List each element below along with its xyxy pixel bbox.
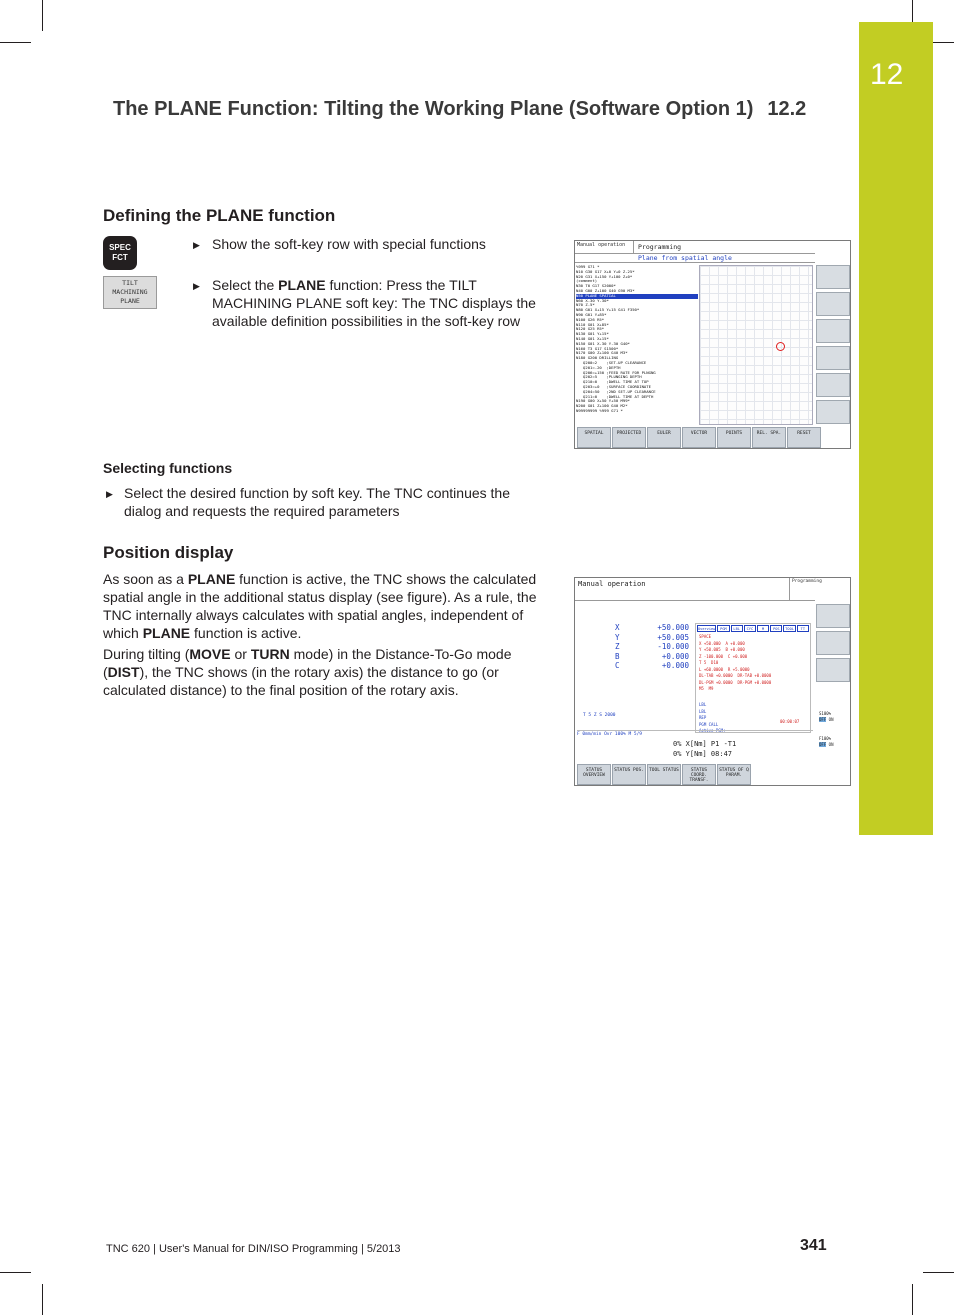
status-row: X +50.000 A +0.000	[699, 640, 745, 646]
program-line: N170 G00 Z+100 G40 M3*	[576, 350, 628, 356]
status-row: SPACE	[699, 634, 712, 639]
label-row: LBL	[699, 702, 707, 707]
axis-label: X	[615, 623, 620, 632]
label-row: REP	[699, 715, 707, 720]
program-line: %999 G71 *	[576, 264, 600, 269]
side-softkey	[816, 346, 850, 370]
axis-row	[615, 661, 689, 671]
chapter-number: 12	[870, 58, 904, 91]
crop-mark	[0, 42, 31, 43]
graphic-preview	[699, 265, 813, 425]
axis-row	[615, 623, 689, 633]
axis-label: C	[615, 661, 620, 670]
status-values	[699, 634, 771, 693]
programming-label: Programming	[792, 579, 822, 584]
bullet-arrow-icon: ▶	[193, 240, 200, 250]
status-row: DL-TAB +0.0000 DR-TAB +0.0000	[699, 673, 772, 678]
program-line: Q203=+0 ;SURFACE COORDINATE	[576, 383, 651, 389]
softkey: STATUS COORD. TRANSF.	[682, 764, 716, 785]
bullet-arrow-icon: ▶	[106, 489, 113, 499]
axis-value: +0.000	[661, 651, 689, 661]
program-line: N30 T0 G17 S2000*	[576, 283, 616, 289]
softkey: SPATIAL	[577, 427, 611, 448]
program-line: N100 G26 R5*	[576, 316, 605, 322]
status-tab: Overview	[698, 627, 716, 631]
axis-value: +50.000	[657, 623, 689, 632]
program-line: N180 G200 DRILLING	[576, 355, 619, 361]
program-line: Q210=0 ;DWELL TIME AT TOP	[576, 379, 649, 385]
softkey: PROJECTED	[612, 427, 646, 448]
softkey: TOOL STATUS	[647, 764, 681, 785]
program-line: N20 G31 X+150 Y+100 Z+0*	[576, 273, 633, 279]
program-line: N40 G00 Z+100 G40 G90 M3*	[576, 287, 635, 293]
program-line: N10 G30 G17 X+0 Y+0 Z-25*	[576, 268, 635, 274]
feed-line: F 0mm/min Ovr 100% M 5/9	[577, 730, 813, 737]
bullet-arrow-icon: ▶	[193, 281, 200, 291]
program-line: N150 G01 X-30 Y-30 G40*	[576, 340, 630, 346]
axis-label: Y	[615, 632, 620, 642]
program-line: N80 G01 X+15 Y+15 G41 F350*	[576, 307, 640, 313]
mode-label: Manual operation	[577, 242, 626, 248]
running-header	[113, 98, 806, 121]
chapter-tab	[859, 22, 933, 835]
status-tab: PGM	[717, 625, 729, 632]
program-line: N60 X-30 Y-30*	[576, 297, 609, 303]
label-row: LBL	[699, 708, 707, 714]
spec-fct-key	[103, 236, 137, 270]
axis-row	[615, 633, 689, 643]
status-tab: TOOL	[785, 627, 794, 631]
load-line-1: 0% X[Nm] P1 -T1	[673, 740, 737, 748]
divider	[575, 600, 815, 601]
softkey: RESET	[787, 427, 821, 448]
status-row: M5 M9	[699, 686, 714, 691]
tool-line: T 5 Z S 2000	[583, 713, 616, 718]
axis-value: +0.000	[661, 661, 689, 670]
side-softkey	[816, 292, 850, 316]
axis-label: B	[615, 651, 620, 661]
step-select-function: Select the desired function by soft key. The TNC continues the dialog and requests the required parameters	[124, 485, 510, 519]
step-show-softkey: Show the soft-key row with special functions	[212, 236, 486, 252]
program-line: N70 Z-5*	[576, 302, 595, 308]
status-tab-bar	[697, 625, 809, 632]
axis-row	[615, 652, 689, 662]
program-line: Q202=5 ;PLUNGING DEPTH	[576, 374, 642, 380]
divider	[575, 262, 815, 263]
page-number: 341	[800, 1237, 827, 1254]
program-line: Q206=+150 ;FEED RATE FOR PLNGNG	[576, 369, 656, 375]
program-line: N50 PLANE SPATIAL	[576, 294, 698, 299]
run-timer: 00:00:07	[780, 719, 800, 724]
crop-mark	[912, 1284, 913, 1315]
spindle-override: S100% OFF ON	[819, 711, 834, 722]
side-softkey	[816, 319, 850, 343]
subsection-heading-selecting: Selecting functions	[103, 460, 233, 476]
program-line: Q211=0 ;DWELL TIME AT DEPTH	[576, 393, 654, 399]
section-heading-defining: Defining the PLANE function	[103, 206, 336, 225]
status-row: DL-PGM +0.0000 DR-PGM +0.0000	[699, 679, 772, 685]
axis-row	[615, 642, 689, 652]
program-line: N99999999 %999 G71 *	[576, 407, 623, 413]
program-line: N110 G01 X+85*	[576, 321, 609, 327]
status-row: L +60.0000 R +5.0000	[699, 666, 750, 672]
axis-value: +50.005	[657, 632, 689, 642]
side-softkey	[816, 631, 850, 655]
softkey-row	[575, 764, 850, 786]
status-tab: POS	[770, 625, 782, 632]
program-line: N190 G00 X+50 Y+50 M99*	[576, 398, 630, 404]
axis-label: Z	[615, 642, 620, 651]
label-row: PGM CALL	[699, 721, 719, 727]
screen-subtitle: Plane from spatial angle	[638, 254, 732, 262]
crop-mark	[923, 1272, 954, 1273]
softkey: STATUS OF Q PARAM.	[717, 764, 751, 785]
side-softkey	[816, 400, 850, 424]
program-line: (comment)	[576, 278, 598, 284]
header-section: 12.2	[767, 98, 807, 120]
additional-status-display	[695, 623, 811, 733]
program-line: Q200=2 ;SET-UP CLEARANCE	[576, 359, 647, 365]
side-softkey	[816, 604, 850, 628]
mode-label: Manual operation	[578, 580, 646, 588]
label-row: Active PGM:	[699, 728, 726, 733]
status-row: Y +50.005 B +0.000	[699, 647, 745, 652]
tnc-programming-screenshot	[574, 240, 851, 449]
side-softkey	[816, 373, 850, 397]
crop-mark	[42, 0, 43, 31]
position-paragraph-1: As soon as a PLANE function is active, the TNC shows the calculated spatial angle in the additional status display (see figure). As a rule, the TNC internally always calculates with spatial angles, independent of which PLANE function is active.	[103, 571, 537, 641]
position-paragraph-2: During tilting (MOVE or TURN mode) in the Distance-To-Go mode (DIST), the TNC shows (in the rotary axis) the distance to go (or calculated distance) to the final position of the rotary axis.	[103, 646, 512, 698]
status-tab: M	[757, 625, 769, 632]
softkey-row	[575, 427, 850, 449]
step-select-plane: Select the PLANE function: Press the TILT MACHINING PLANE soft key: The TNC displays the available definition possibilities in the soft-key row	[212, 277, 536, 329]
header-title: The PLANE Function: Tilting the Working Plane (Software Option 1)	[113, 98, 754, 120]
spec-key-label: FCT	[112, 253, 128, 262]
tilt-key-label: PLANE	[120, 297, 140, 305]
softkey: REL. SPA.	[752, 427, 786, 448]
tnc-status-screenshot	[574, 577, 851, 786]
softkey: STATUS OVERVIEW	[577, 764, 611, 785]
section-heading-position: Position display	[103, 543, 234, 562]
screen-title: Programming	[638, 243, 682, 251]
program-line: Q201=-20 ;DEPTH	[576, 364, 621, 370]
crop-mark	[0, 1272, 31, 1273]
softkey: POINTS	[717, 427, 751, 448]
program-line: N140 G01 X+15*	[576, 335, 609, 341]
tilt-key-label: MACHINING	[112, 288, 148, 296]
axis-value: -10.000	[657, 642, 689, 651]
status-tab: TT	[797, 625, 809, 632]
divider	[633, 241, 634, 253]
softkey: VECTOR	[682, 427, 716, 448]
spec-key-label: SPEC	[109, 243, 131, 252]
tilt-key-label: TILT	[122, 279, 138, 287]
status-row: Z -100.000 C +0.000	[699, 653, 748, 659]
status-row: T 5 D10	[699, 660, 719, 665]
mode-panel	[789, 578, 852, 600]
footer-text: TNC 620 | User's Manual for DIN/ISO Programming | 5/2013	[106, 1243, 401, 1255]
program-listing	[576, 265, 698, 414]
program-line: N130 G01 Y+15*	[576, 331, 609, 337]
tool-position-marker	[776, 342, 785, 351]
status-tab: CYC	[744, 625, 756, 632]
crop-mark	[42, 1284, 43, 1315]
softkey: EULER	[647, 427, 681, 448]
status-tab: LBL	[731, 625, 743, 632]
program-line: N120 G25 R5*	[576, 326, 605, 332]
side-softkey	[816, 658, 850, 682]
load-line-2: 0% Y[Nm] 08:47	[673, 750, 733, 758]
program-line: N200 G01 Z+100 G40 M2*	[576, 403, 628, 409]
side-softkey	[816, 265, 850, 289]
softkey: STATUS POS.	[612, 764, 646, 785]
axis-position-display	[615, 623, 689, 671]
feed-override: F100% OFF ON	[819, 736, 834, 747]
tilt-machining-plane-key	[103, 276, 157, 309]
program-line: Q204=50 ;2ND SET-UP CLEARANCE	[576, 388, 656, 394]
program-line: N90 G01 Y+85*	[576, 311, 607, 317]
program-line: N160 T3 G17 S1500*	[576, 345, 619, 351]
